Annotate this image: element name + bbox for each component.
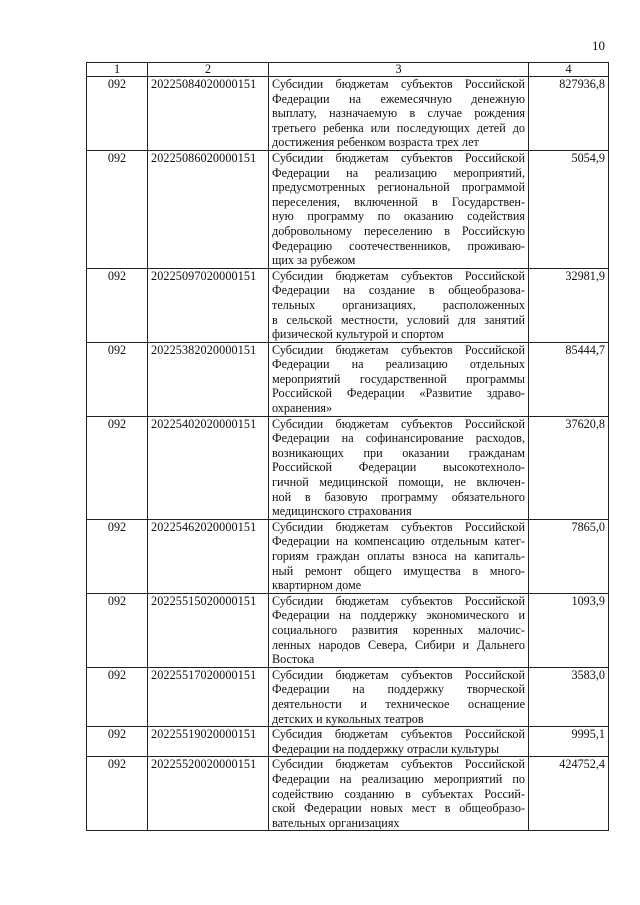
table-body: [87, 77, 609, 831]
table-row: [87, 667, 609, 726]
description-cell: [269, 342, 529, 416]
table-row: [87, 757, 609, 831]
budget-code-cell: 20225402020000151: [148, 416, 269, 519]
description-line: тельных организациях, расположенных: [272, 297, 525, 312]
description-line: Востока: [272, 652, 315, 667]
description-cell: [269, 150, 529, 268]
description-line: в сельской местности, условий для занятий: [272, 312, 525, 327]
description-line: щих за рубежом: [272, 253, 356, 268]
table-row: [87, 342, 609, 416]
description-line: Федерации на создание в общеобразова-: [272, 283, 525, 298]
description-line: ленных народов Севера, Сибири и Дальнего: [272, 637, 525, 652]
budget-code-cell: 20225097020000151: [148, 268, 269, 342]
amount-cell: 85444,7: [529, 342, 609, 416]
description-line: Субсидии бюджетам субъектов Российской: [272, 667, 525, 682]
description-line: гичной медицинской помощи, не включен-: [272, 475, 525, 490]
subsidy-table: [86, 62, 609, 831]
description-line: Субсидии бюджетам субъектов Российской: [272, 150, 525, 165]
admin-code-cell: 092: [87, 268, 148, 342]
column-header-4: 4: [529, 63, 609, 77]
budget-code-cell: 20225086020000151: [148, 150, 269, 268]
description-line: достижения ребенком возраста трех лет: [272, 135, 479, 150]
description-line: выплату, назначаемую в случае рождения: [272, 106, 525, 121]
table-row: [87, 150, 609, 268]
amount-cell: 827936,8: [529, 77, 609, 151]
description-line: вательных организациях: [272, 815, 400, 830]
admin-code-cell: 092: [87, 77, 148, 151]
admin-code-cell: 092: [87, 519, 148, 593]
description-line: содействию созданию в субъектах Россий-: [272, 786, 525, 801]
description-line: социального развития коренных малочис-: [272, 622, 525, 637]
description-line: Федерации на реализацию мероприятий по: [272, 771, 525, 786]
table-row: [87, 519, 609, 593]
amount-cell: 7865,0: [529, 519, 609, 593]
description-line: Российской Федерации высокотехноло-: [272, 460, 525, 475]
table-row: [87, 77, 609, 151]
description-line: охранения»: [272, 401, 333, 416]
description-cell: [269, 268, 529, 342]
description-cell: [269, 519, 529, 593]
amount-cell: 37620,8: [529, 416, 609, 519]
description-line: Федерации на поддержку творческой: [272, 682, 525, 697]
description-line: Федерации на поддержку отрасли культуры: [272, 741, 500, 756]
description-line: ную программу по оказанию содействия: [272, 209, 525, 224]
description-cell: [269, 727, 529, 757]
description-line: Федерации на ежемесячную денежную: [272, 91, 525, 106]
description-line: ной в базовую программу обязательного: [272, 489, 525, 504]
description-line: предусмотренных региональной программой: [272, 180, 525, 195]
description-line: мероприятий государственной программы: [272, 371, 525, 386]
budget-code-cell: 20225520020000151: [148, 757, 269, 831]
page-number: 10: [592, 38, 605, 53]
amount-cell: 1093,9: [529, 593, 609, 667]
description-line: квартирном доме: [272, 578, 362, 593]
budget-code-cell: 20225515020000151: [148, 593, 269, 667]
description-cell: [269, 593, 529, 667]
table-header-row: [87, 63, 609, 77]
description-cell: [269, 757, 529, 831]
description-line: Субсидии бюджетам субъектов Российской: [272, 416, 525, 431]
admin-code-cell: 092: [87, 667, 148, 726]
admin-code-cell: 092: [87, 593, 148, 667]
description-line: возникающих при оказании гражданам: [272, 445, 525, 460]
column-header-1: 1: [87, 63, 148, 77]
description-line: Субсидия бюджетам субъектов Российской: [272, 727, 525, 742]
budget-code-cell: 20225519020000151: [148, 727, 269, 757]
description-line: Субсидии бюджетам субъектов Российской: [272, 757, 525, 772]
description-line: Субсидии бюджетам субъектов Российской: [272, 268, 525, 283]
amount-cell: 5054,9: [529, 150, 609, 268]
description-line: Российской Федерации «Развитие здраво-: [272, 386, 525, 401]
amount-cell: 9995,1: [529, 727, 609, 757]
description-line: Субсидии бюджетам субъектов Российской: [272, 77, 525, 91]
description-line: Субсидии бюджетам субъектов Российской: [272, 519, 525, 534]
description-line: Федерации на компенсацию отдельным катег-: [272, 534, 525, 549]
description-line: Федерации на софинансирование расходов,: [272, 431, 525, 446]
description-line: ный ремонт общего имущества в много-: [272, 563, 525, 578]
column-header-3: 3: [269, 63, 529, 77]
description-line: переселения, включенной в Государствен-: [272, 194, 525, 209]
admin-code-cell: 092: [87, 757, 148, 831]
description-line: деятельности и техническое оснащение: [272, 696, 525, 711]
description-cell: [269, 77, 529, 151]
description-line: Федерации на реализацию отдельных: [272, 357, 525, 372]
amount-cell: 32981,9: [529, 268, 609, 342]
description-line: физической культурой и спортом: [272, 327, 444, 342]
admin-code-cell: 092: [87, 342, 148, 416]
description-line: Субсидии бюджетам субъектов Российской: [272, 342, 525, 357]
description-cell: [269, 416, 529, 519]
column-header-2: 2: [148, 63, 269, 77]
description-line: Субсидии бюджетам субъектов Российской: [272, 593, 525, 608]
table-row: [87, 727, 609, 757]
table-row: [87, 268, 609, 342]
admin-code-cell: 092: [87, 727, 148, 757]
table-row: [87, 416, 609, 519]
table-row: [87, 593, 609, 667]
description-line: добровольному переселению в Российскую: [272, 223, 525, 238]
description-line: Федерации на поддержку экономического и: [272, 608, 525, 623]
description-line: детских и кукольных театров: [272, 711, 424, 726]
budget-code-cell: 20225462020000151: [148, 519, 269, 593]
description-line: Федерацию соотечественников, проживаю-: [272, 238, 525, 253]
amount-cell: 3583,0: [529, 667, 609, 726]
admin-code-cell: 092: [87, 150, 148, 268]
amount-cell: 424752,4: [529, 757, 609, 831]
budget-code-cell: 20225084020000151: [148, 77, 269, 151]
budget-code-cell: 20225517020000151: [148, 667, 269, 726]
description-cell: [269, 667, 529, 726]
budget-code-cell: 20225382020000151: [148, 342, 269, 416]
description-line: Федерации на реализацию мероприятий,: [272, 165, 525, 180]
description-line: гориям граждан оплаты взноса на капиталь-: [272, 549, 525, 563]
description-line: ской Федерации новых мест в общеобразо-: [272, 801, 525, 816]
admin-code-cell: 092: [87, 416, 148, 519]
description-line: третьего ребенка или последующих детей до: [272, 120, 525, 135]
description-line: медицинского страхования: [272, 504, 412, 519]
